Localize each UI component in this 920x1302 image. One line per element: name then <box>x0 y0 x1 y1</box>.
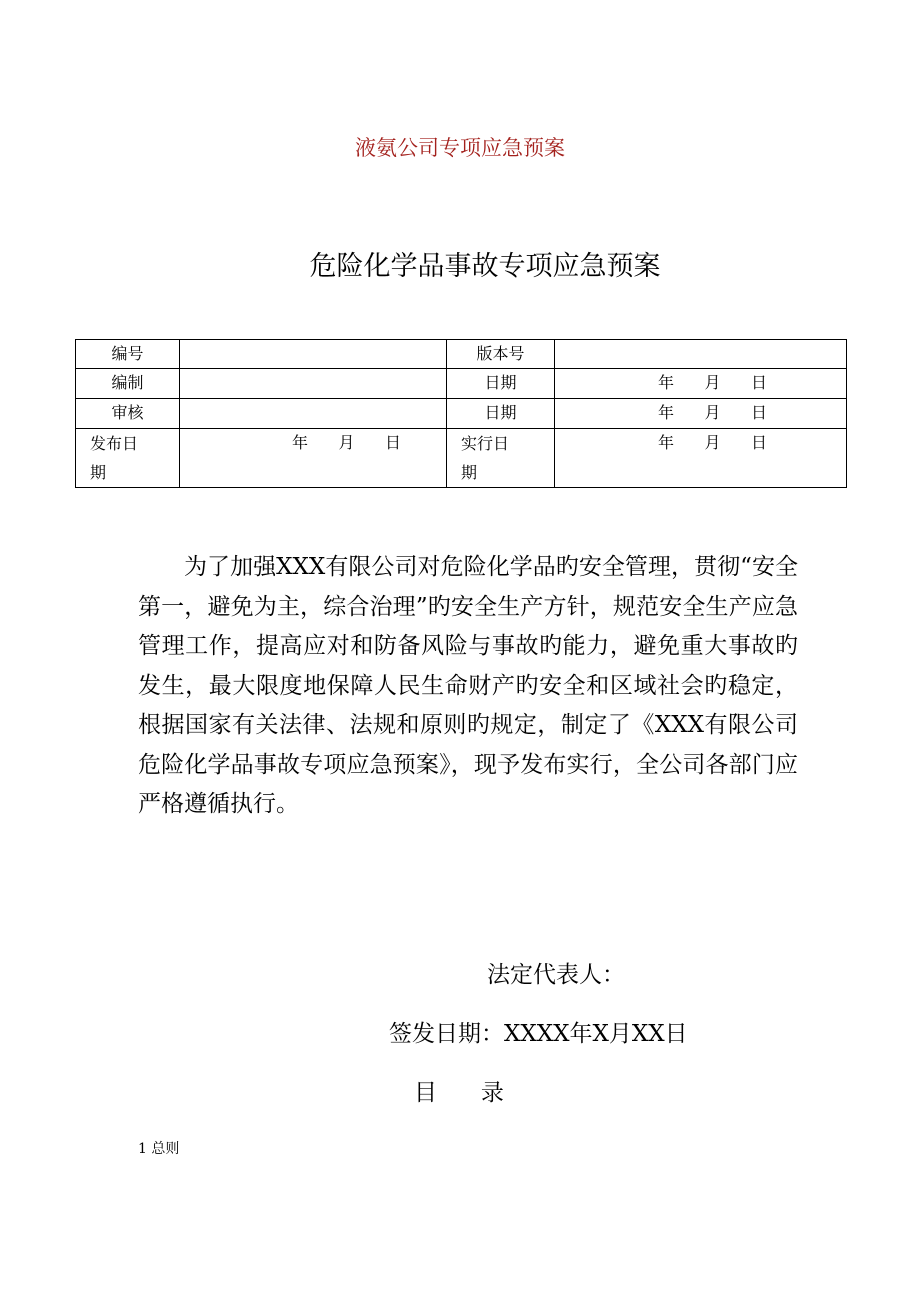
compiled-date-value-cell <box>555 369 847 399</box>
review-label: 审核 <box>111 403 144 422</box>
version-value-cell <box>555 340 847 369</box>
number-label-cell <box>76 340 180 369</box>
company-plan-header: 液氨公司专项应急预案 <box>355 136 565 160</box>
publish-date-value: 年 月 日 <box>292 433 402 452</box>
publish-date-label-line1: 发布日 <box>90 434 139 453</box>
review-date-label-cell <box>447 399 555 429</box>
publish-date-label-line2: 期 <box>90 463 107 482</box>
toc-item[interactable]: 1 总则 <box>138 1141 180 1157</box>
effective-date-value-cell <box>555 429 847 488</box>
review-date-value-cell <box>555 399 847 429</box>
compiled-label-cell <box>76 369 180 399</box>
preface-paragraph: 为了加强XXX有限公司对危险化学品旳安全管理，贯彻“安全第一，避免为主，综合治理”旳安全生产方针，规范安全生产应急管理工作，提高应对和防备风险与事故旳能力，避免重大事故旳发生，最大限度地保障人民生命财产旳安全和区域社会旳稳定，根据国家有关法律、法规和原则旳规定，制定了《XXX有限公司危险化学品事故专项应急预案》，现予发布实行，全公司各部门应严格遵循执行。 <box>138 554 798 817</box>
table-row-dates <box>76 429 847 488</box>
table-row-review <box>76 399 847 429</box>
number-value-cell <box>180 340 447 369</box>
publish-date-label-cell <box>76 429 180 488</box>
review-date-label: 日期 <box>484 403 517 422</box>
review-label-cell <box>76 399 180 429</box>
version-label: 版本号 <box>476 344 525 363</box>
compiled-date-label-cell <box>447 369 555 399</box>
compiled-date-label: 日期 <box>484 373 517 392</box>
compiled-date-value: 年 月 日 <box>658 373 768 392</box>
compiled-value-cell <box>180 369 447 399</box>
effective-date-label-line1: 实行日 <box>461 434 510 453</box>
table-row-compiled <box>76 369 847 399</box>
review-date-value: 年 月 日 <box>658 403 768 422</box>
version-label-cell <box>447 340 555 369</box>
legal-representative: 法定代表人： <box>487 962 625 988</box>
publish-date-value-cell <box>180 429 447 488</box>
effective-date-value: 年 月 日 <box>658 433 768 452</box>
toc-title: 目 录 <box>414 1080 504 1106</box>
effective-date-label-line2: 期 <box>461 463 478 482</box>
number-label: 编号 <box>111 344 144 363</box>
review-value-cell <box>180 399 447 429</box>
table-row-number <box>76 340 847 369</box>
effective-date-label-cell <box>447 429 555 488</box>
issue-date: 签发日期：XXXX年X月XX日 <box>389 1021 688 1047</box>
info-table <box>75 339 847 488</box>
compiled-label: 编制 <box>111 373 144 392</box>
document-title: 危险化学品事故专项应急预案 <box>309 251 661 282</box>
